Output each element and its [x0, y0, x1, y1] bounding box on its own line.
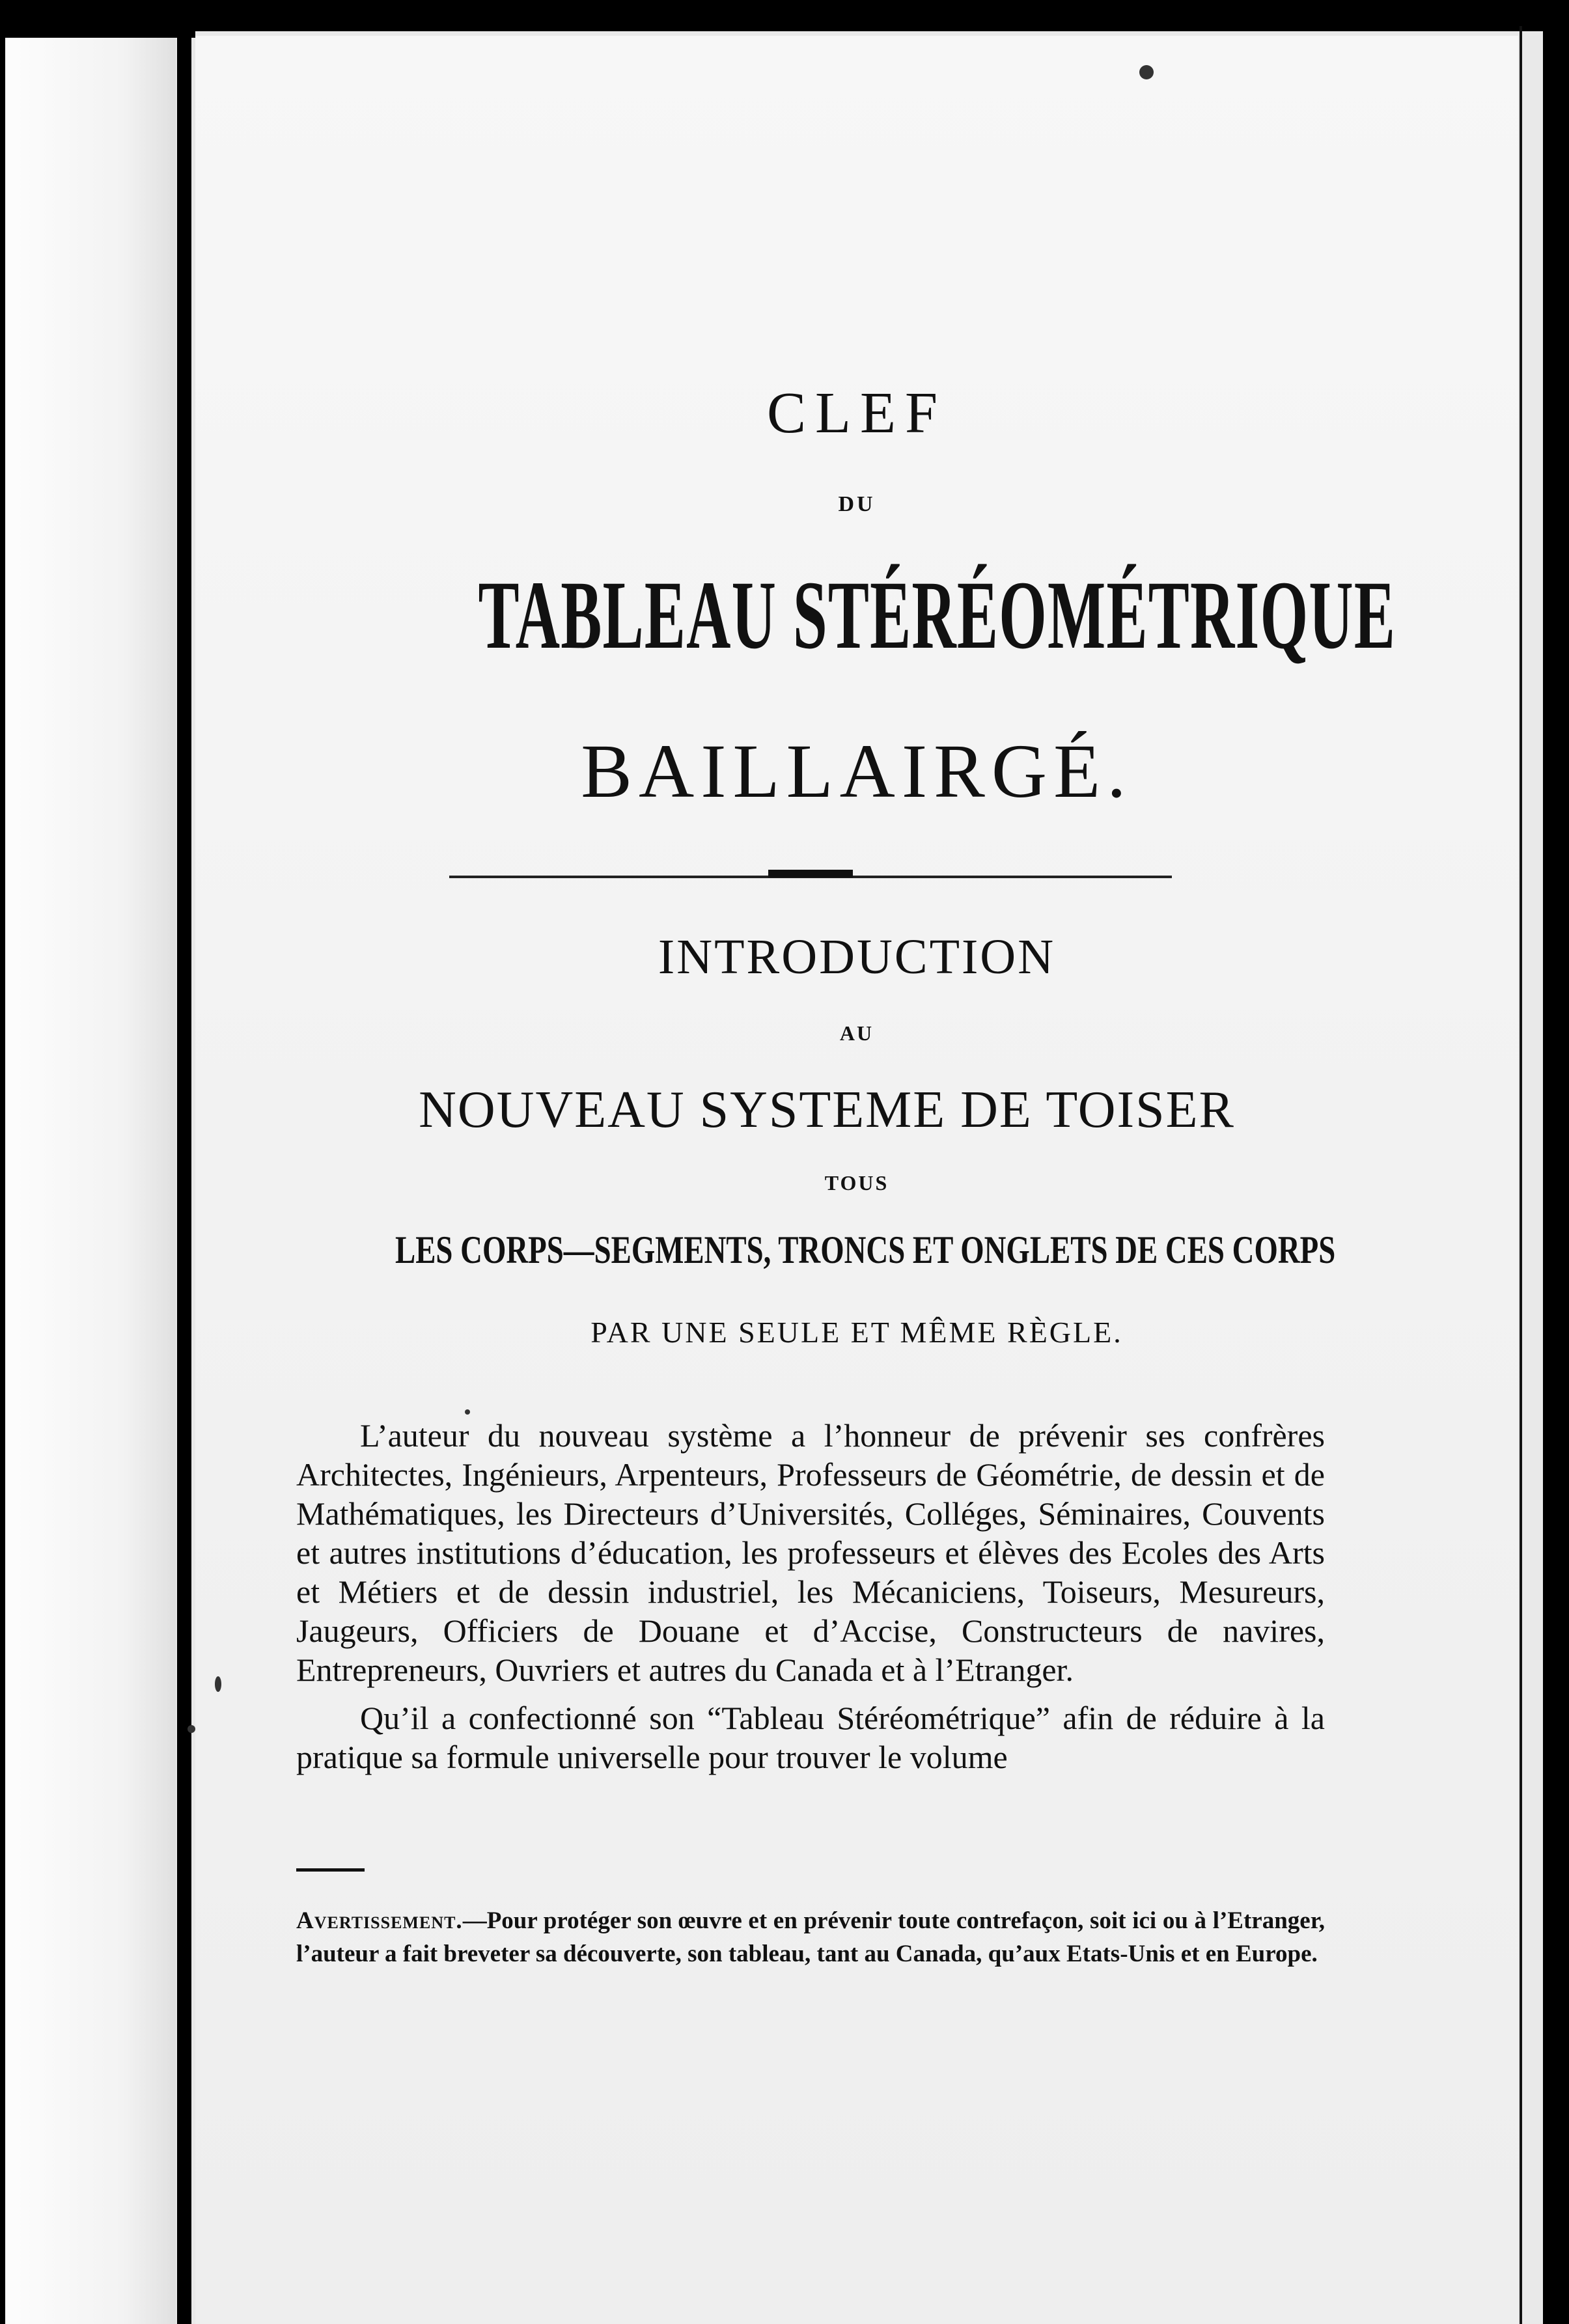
title-author: BAILLAIRGÉ. [581, 728, 1133, 814]
introduction-heading: INTRODUCTION [658, 930, 1056, 984]
ink-speck [215, 1676, 221, 1692]
scan-top-left-border [0, 0, 195, 38]
body-text [296, 1416, 1325, 1777]
scan-top-border [0, 0, 1569, 31]
ink-speck [187, 1725, 195, 1733]
scan-right-border [1543, 0, 1569, 2324]
page-right-edge [1520, 26, 1522, 2324]
footnote-heading: Avertissement. [296, 1907, 463, 1934]
facing-page-edge [0, 0, 176, 2324]
book-binding-gutter [177, 26, 191, 2324]
introduction-system: NOUVEAU SYSTEME DE TOISER [419, 1081, 1235, 1139]
footnote [296, 1904, 1325, 1971]
title-clef: CLEF [766, 381, 947, 445]
ink-speck [465, 1409, 470, 1415]
scan-left-border [0, 0, 5, 2324]
body-paragraph: L’auteur du nouveau système a l’honneur de prévenir ses confrères Architectes, Ingénieurs, Arpenteurs, Professeurs de Géométrie, de dessin et de Mathématiques, les Directeurs d’Universités, Colléges, Séminaires, Couvents et autres institutions d’éducation, les professeurs et élèves des Ecoles des Arts et Métiers et de dessin industriel, les Mécaniciens, Toiseurs, Mesureurs, Jaugeurs, Officiers de Douane et d’Accise, Constructeurs de navires, Entrepreneurs, Ouvriers et autres du Canada et à l’Etranger. [296, 1417, 1325, 1688]
title-tableau-stereometrique: TABLEAU STÉRÉOMÉTRIQUE [478, 561, 1396, 669]
introduction-regle: PAR UNE SEULE ET MÊME RÈGLE. [590, 1316, 1123, 1349]
title-du: DU [838, 492, 876, 516]
divider-rule-center [768, 870, 853, 878]
body-paragraph: Qu’il a confectionné son “Tableau Stéréométrique” afin de réduire à la pratique sa formule universelle pour trouver le volume [296, 1700, 1325, 1775]
ink-speck [1139, 65, 1154, 79]
introduction-au: AU [839, 1021, 874, 1045]
footnote-text: —Pour protéger son œuvre et en prévenir toute contrefaçon, soit ici ou à l’Etranger, l’auteur a fait breveter sa découverte, son tableau, tant au Canada, qu’aux Etats-Unis et en Europe. [296, 1907, 1325, 1967]
footnote-rule [296, 1868, 365, 1872]
introduction-tous: TOUS [824, 1171, 889, 1195]
introduction-corps: LES CORPS—SEGMENTS, TRONCS ET ONGLETS DE CES CORPS [395, 1228, 1336, 1271]
